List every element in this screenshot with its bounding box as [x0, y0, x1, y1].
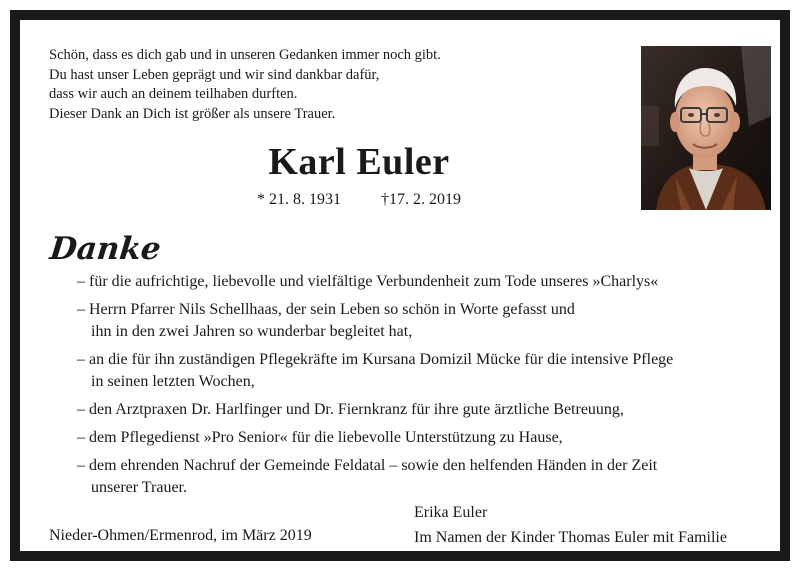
thanks-item [77, 399, 777, 421]
signature-family: Im Namen der Kinder Thomas Euler mit Familie [414, 529, 727, 546]
thanks-line: – den Arztpraxen Dr. Harlfinger und Dr. Fiernkranz für ihre gute ärztliche Betreuung, [77, 401, 624, 418]
thanks-item [77, 349, 777, 393]
thanks-item [77, 299, 777, 343]
thanks-line: in seinen letzten Wochen, [91, 373, 255, 390]
life-dates [120, 189, 598, 211]
thanks-item [77, 271, 777, 293]
birth-date: * 21. 8. 1931 [257, 191, 341, 208]
thanks-item [77, 455, 777, 499]
signature [414, 500, 727, 550]
signature-name: Erika Euler [414, 504, 488, 521]
thanks-line: ihn in den zwei Jahren so wunderbar begleitet hat, [91, 323, 413, 340]
portrait-photo [641, 46, 771, 210]
deceased-name: Karl Euler [268, 141, 450, 183]
place-and-date: Nieder-Ohmen/Ermenrod, im März 2019 [49, 527, 312, 544]
thanks-line: – dem Pflegedienst »Pro Senior« für die liebevolle Unterstützung zu Hause, [77, 429, 563, 446]
thanks-line: unserer Trauer. [91, 479, 187, 496]
poem-line: Du hast unser Leben geprägt und wir sind dankbar dafür, [49, 66, 380, 83]
thanks-line: – dem ehrenden Nachruf der Gemeinde Feldatal – sowie den helfenden Händen in der Zeit [77, 457, 658, 474]
portrait-image [641, 46, 771, 210]
thanks-list [77, 271, 777, 505]
death-date: †17. 2. 2019 [381, 191, 461, 208]
thanks-line: – für die aufrichtige, liebevolle und vielfältige Verbundenheit zum Tode unseres »Charlys« [77, 273, 659, 290]
thanks-line: – an die für ihn zuständigen Pflegekräfte im Kursana Domizil Mücke für die intensive Pflege [77, 351, 674, 368]
thanks-heading: Danke [48, 231, 163, 267]
poem-line: Schön, dass es dich gab und in unseren Gedanken immer noch gibt. [49, 47, 441, 63]
poem-line: Dieser Dank an Dich ist größer als unsere Trauer. [49, 105, 336, 122]
thanks-line: – Herrn Pfarrer Nils Schellhaas, der sein Leben so schön in Worte gefasst und [77, 301, 575, 318]
poem [49, 46, 441, 124]
poem-line: dass wir auch an deinem teilhaben durften. [49, 86, 298, 102]
obituary-frame [10, 10, 790, 561]
thanks-item [77, 427, 777, 449]
